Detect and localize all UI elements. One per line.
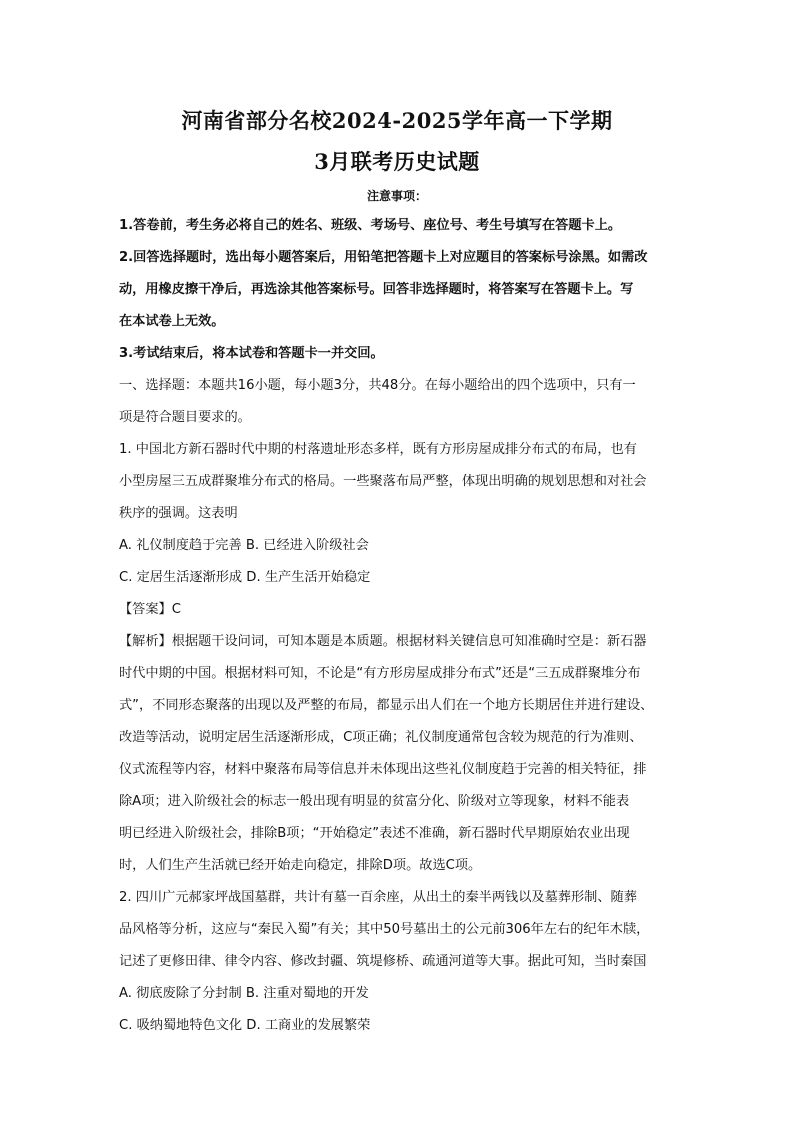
question-1-analysis: 时，人们生产生活就已经开始走向稳定，排除D项。故选C项。 <box>119 858 482 873</box>
section-heading: 一、选择题：本题共16小题，每小题3分，共48分。在每小题给出的四个选项中，只有一 <box>119 378 636 393</box>
notice-item-3: 3.考试结束后，将本试卷和答题卡一并交回。 <box>119 346 384 361</box>
section-heading-cont: 项是符合题目要求的。 <box>119 410 251 425</box>
question-2-stem: 记述了更修田律、律令内容、修改封疆、筑堤修桥、疏通河道等大事。据此可知，当时秦国 <box>119 954 647 969</box>
question-1-analysis: 【解析】根据题干设问词，可知本题是本质题。根据材料关键信息可知准确时空是：新石器 <box>119 634 647 649</box>
question-1-answer: 【答案】C <box>119 602 181 617</box>
notice-item-2: 2.回答选择题时，选出每小题答案后，用铅笔把答题卡上对应题目的答案标号涂黑。如需改 <box>119 250 648 265</box>
notice-item-1: 1.答卷前，考生务必将自己的姓名、班级、考场号、座位号、考生号填写在答题卡上。 <box>119 218 622 233</box>
question-2-stem: 品风格等分析，这应与“秦民入蜀”有关；其中50号墓出土的公元前306年左右的纪年木牍， <box>119 922 650 937</box>
question-1-stem: 1. 中国北方新石器时代中期的村落遗址形态多样，既有方形房屋成排分布式的布局，也有 <box>119 442 637 457</box>
question-2-stem: 2. 四川广元郝家坪战国墓群，共计有墓一百余座，从出土的秦半两钱以及墓葬形制、随葬 <box>119 890 637 905</box>
question-1-analysis: 仪式流程等内容，材料中聚落布局等信息并未体现出这些礼仪制度趋于完善的相关特征，排 <box>119 762 647 777</box>
notice-item-2-cont: 动，用橡皮擦干净后，再选涂其他答案标号。回答非选择题时，将答案写在答题卡上。写 <box>119 282 634 297</box>
question-1-analysis: 明已经进入阶级社会，排除B项；“开始稳定”表述不准确，新石器时代早期原始农业出现 <box>119 826 630 841</box>
question-1-options-cd: C. 定居生活逐渐形成 D. 生产生活开始稳定 <box>119 570 371 585</box>
exam-title-line1: 河南省部分名校2024-2025学年高一下学期 <box>181 108 613 133</box>
exam-title-line2: 3月联考历史试题 <box>314 149 480 174</box>
question-1-analysis: 除A项；进入阶级社会的标志一般出现有明显的贫富分化、阶级对立等现象，材料不能表 <box>119 794 630 809</box>
question-1-stem: 小型房屋三五成群聚堆分布式的格局。一些聚落布局严整，体现出明确的规划思想和对社会 <box>119 474 647 489</box>
question-1-options-ab: A. 礼仪制度趋于完善 B. 已经进入阶级社会 <box>119 538 369 553</box>
question-2-options-ab: A. 彻底废除了分封制 B. 注重对蜀地的开发 <box>119 986 369 1001</box>
notice-header: 注意事项： <box>366 189 427 203</box>
question-2-options-cd: C. 吸纳蜀地特色文化 D. 工商业的发展繁荣 <box>119 1018 371 1033</box>
question-1-analysis: 式”，不同形态聚落的出现以及严整的布局，都显示出人们在一个地方长期居住并进行建设、 <box>119 698 654 713</box>
question-1-analysis: 时代中期的中国。根据材料可知，不论是“有方形房屋成排分布式”还是“三五成群聚堆分布 <box>119 666 641 681</box>
question-1-stem: 秩序的强调。这表明 <box>119 506 238 521</box>
question-1-analysis: 改造等活动，说明定居生活逐渐形成，C项正确；礼仪制度通常包含较为规范的行为准则、 <box>119 730 643 745</box>
notice-item-2-cont: 在本试卷上无效。 <box>119 314 225 329</box>
